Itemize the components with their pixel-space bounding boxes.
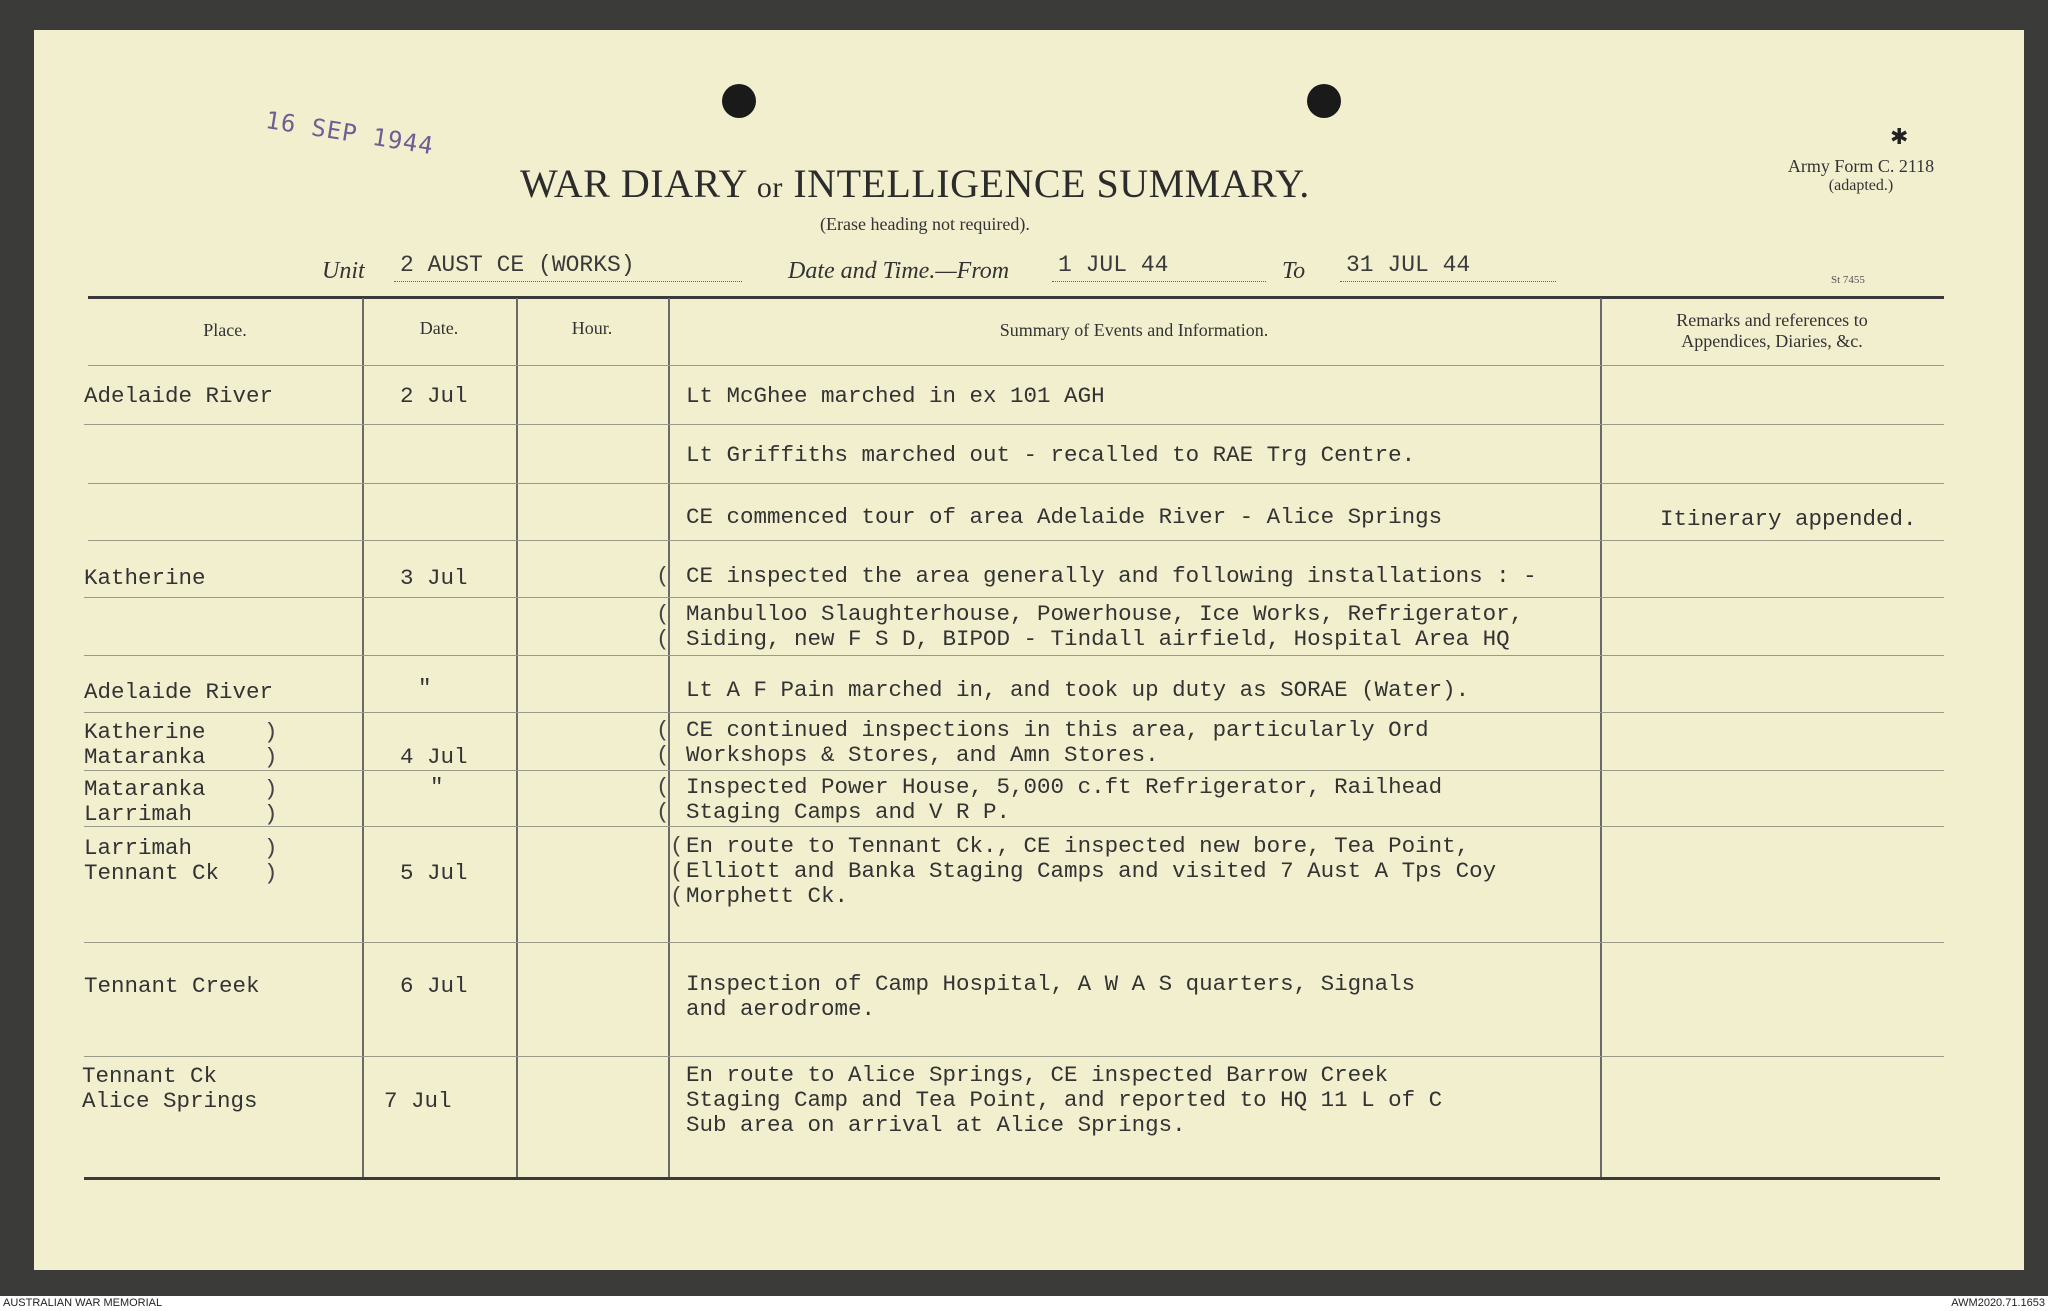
table-row-summary: Lt McGhee marched in ex 101 AGH — [686, 383, 1105, 409]
table-row-place: Tennant Creek — [84, 973, 260, 999]
table-row-summary: Elliott and Banka Staging Camps and visited 7 Aust A Tps Coy — [686, 858, 1497, 884]
table-row-summary: En route to Tennant Ck., CE inspected new bore, Tea Point, — [686, 833, 1470, 859]
row-divider — [84, 942, 1944, 943]
column-header-place: Place. — [203, 320, 247, 340]
table-row-place: Alice Springs — [82, 1088, 258, 1114]
punch-hole — [1307, 84, 1341, 118]
column-divider — [362, 298, 364, 1177]
table-row-place: Tennant Ck — [82, 1063, 218, 1089]
column-divider — [1600, 298, 1602, 1177]
column-header-date: Date. — [419, 318, 459, 338]
row-divider — [88, 540, 1944, 541]
footer-bar — [0, 1296, 2048, 1311]
row-divider — [88, 483, 1944, 484]
row-divider — [84, 770, 1944, 771]
bracket-mark: ( ( ( — [670, 833, 684, 909]
unit-value: 2 AUST CE (WORKS) — [394, 252, 742, 282]
date-stamp: 16 SEP 1944 — [263, 106, 436, 161]
table-row-summary: and aerodrome. — [686, 996, 876, 1022]
table-row-place: Larrimah — [84, 801, 193, 827]
table-row-summary: Workshops & Stores, and Amn Stores. — [686, 742, 1159, 768]
unit-label: Unit — [322, 258, 365, 284]
table-row-remarks: Itinerary appended. — [1660, 506, 1917, 532]
table-row-place: Mataranka — [84, 776, 206, 802]
table-top-rule — [88, 296, 1944, 299]
page-subtitle: (Erase heading not required). — [820, 214, 1030, 234]
table-row-date: " — [418, 675, 432, 701]
table-row-summary: CE inspected the area generally and following installations : - — [686, 563, 1537, 589]
table-row-date: 3 Jul — [400, 565, 468, 591]
row-divider — [84, 712, 1944, 713]
table-row-summary: CE commenced tour of area Adelaide River - Alice Springs — [686, 504, 1443, 530]
stock-number: St 7455 — [1831, 274, 1865, 286]
footer-accession-number: AWM2020.71.1653 — [1951, 1297, 2045, 1309]
bracket-mark: ( ( — [656, 717, 670, 768]
table-row-place: Mataranka — [84, 744, 206, 770]
bracket-mark: ) ) — [264, 776, 278, 827]
table-row-place: Tennant Ck — [84, 860, 220, 886]
table-row-summary: Staging Camp and Tea Point, and reported to HQ 11 L of C — [686, 1087, 1443, 1113]
bracket-mark: ) ) — [264, 835, 278, 886]
form-number: Army Form C. 2118 (adapted.) — [1787, 156, 1935, 194]
column-header-remarks: Remarks and references to Appendices, Diaries, &c. — [1676, 310, 1868, 351]
table-row-place: Katherine — [84, 719, 206, 745]
table-row-date: 4 Jul — [400, 744, 468, 770]
page-title: WAR DIARY or INTELLIGENCE SUMMARY. — [520, 161, 1310, 206]
date-to-value: 31 JUL 44 — [1340, 252, 1556, 282]
column-header-summary: Summary of Events and Information. — [999, 320, 1269, 340]
table-row-place: Larrimah — [84, 835, 193, 861]
table-row-summary: Lt Griffiths marched out - recalled to RAE Trg Centre. — [686, 442, 1416, 468]
table-row-summary: Lt A F Pain marched in, and took up duty as SORAE (Water). — [686, 677, 1470, 703]
bracket-mark: ) ) — [264, 719, 278, 770]
date-from-label: Date and Time.—From — [788, 258, 1010, 284]
ink-mark: ✱ — [1890, 124, 1909, 149]
footer-credit: AUSTRALIAN WAR MEMORIAL — [3, 1297, 163, 1309]
table-row-summary: Staging Camps and V R P. — [686, 799, 1011, 825]
table-row-date: 6 Jul — [400, 973, 468, 999]
date-to-label: To — [1282, 258, 1306, 284]
bracket-mark: ( ( — [656, 601, 670, 652]
punch-hole — [722, 84, 756, 118]
table-row-place: Adelaide River — [84, 383, 274, 409]
date-from-value: 1 JUL 44 — [1052, 252, 1266, 282]
row-divider — [88, 365, 1944, 366]
row-divider — [84, 1056, 1944, 1057]
table-row-place: Adelaide River — [84, 679, 274, 705]
bracket-mark: ( — [656, 563, 670, 589]
table-row-date: 5 Jul — [400, 860, 468, 886]
table-bottom-rule — [84, 1177, 1940, 1180]
row-divider — [84, 655, 1944, 656]
row-divider — [84, 597, 1944, 598]
table-row-summary: Sub area on arrival at Alice Springs. — [686, 1112, 1186, 1138]
table-row-summary: En route to Alice Springs, CE inspected Barrow Creek — [686, 1062, 1389, 1088]
column-header-hour: Hour. — [571, 318, 613, 338]
table-row-date: 2 Jul — [400, 383, 468, 409]
row-divider — [84, 826, 1944, 827]
table-row-summary: CE continued inspections in this area, particularly Ord — [686, 717, 1429, 743]
table-row-summary: Siding, new F S D, BIPOD - Tindall airfield, Hospital Area HQ — [686, 626, 1510, 652]
column-divider — [516, 298, 518, 1177]
table-row-summary: Manbulloo Slaughterhouse, Powerhouse, Ice Works, Refrigerator, — [686, 601, 1524, 627]
table-row-date: " — [430, 774, 444, 800]
table-row-place: Katherine — [84, 565, 206, 591]
table-row-summary: Inspected Power House, 5,000 c.ft Refrigerator, Railhead — [686, 774, 1443, 800]
table-row-summary: Morphett Ck. — [686, 883, 849, 909]
table-row-date: 7 Jul — [384, 1088, 452, 1114]
table-row-summary: Inspection of Camp Hospital, A W A S quarters, Signals — [686, 971, 1416, 997]
row-divider — [84, 424, 1944, 425]
bracket-mark: ( ( — [656, 774, 670, 825]
